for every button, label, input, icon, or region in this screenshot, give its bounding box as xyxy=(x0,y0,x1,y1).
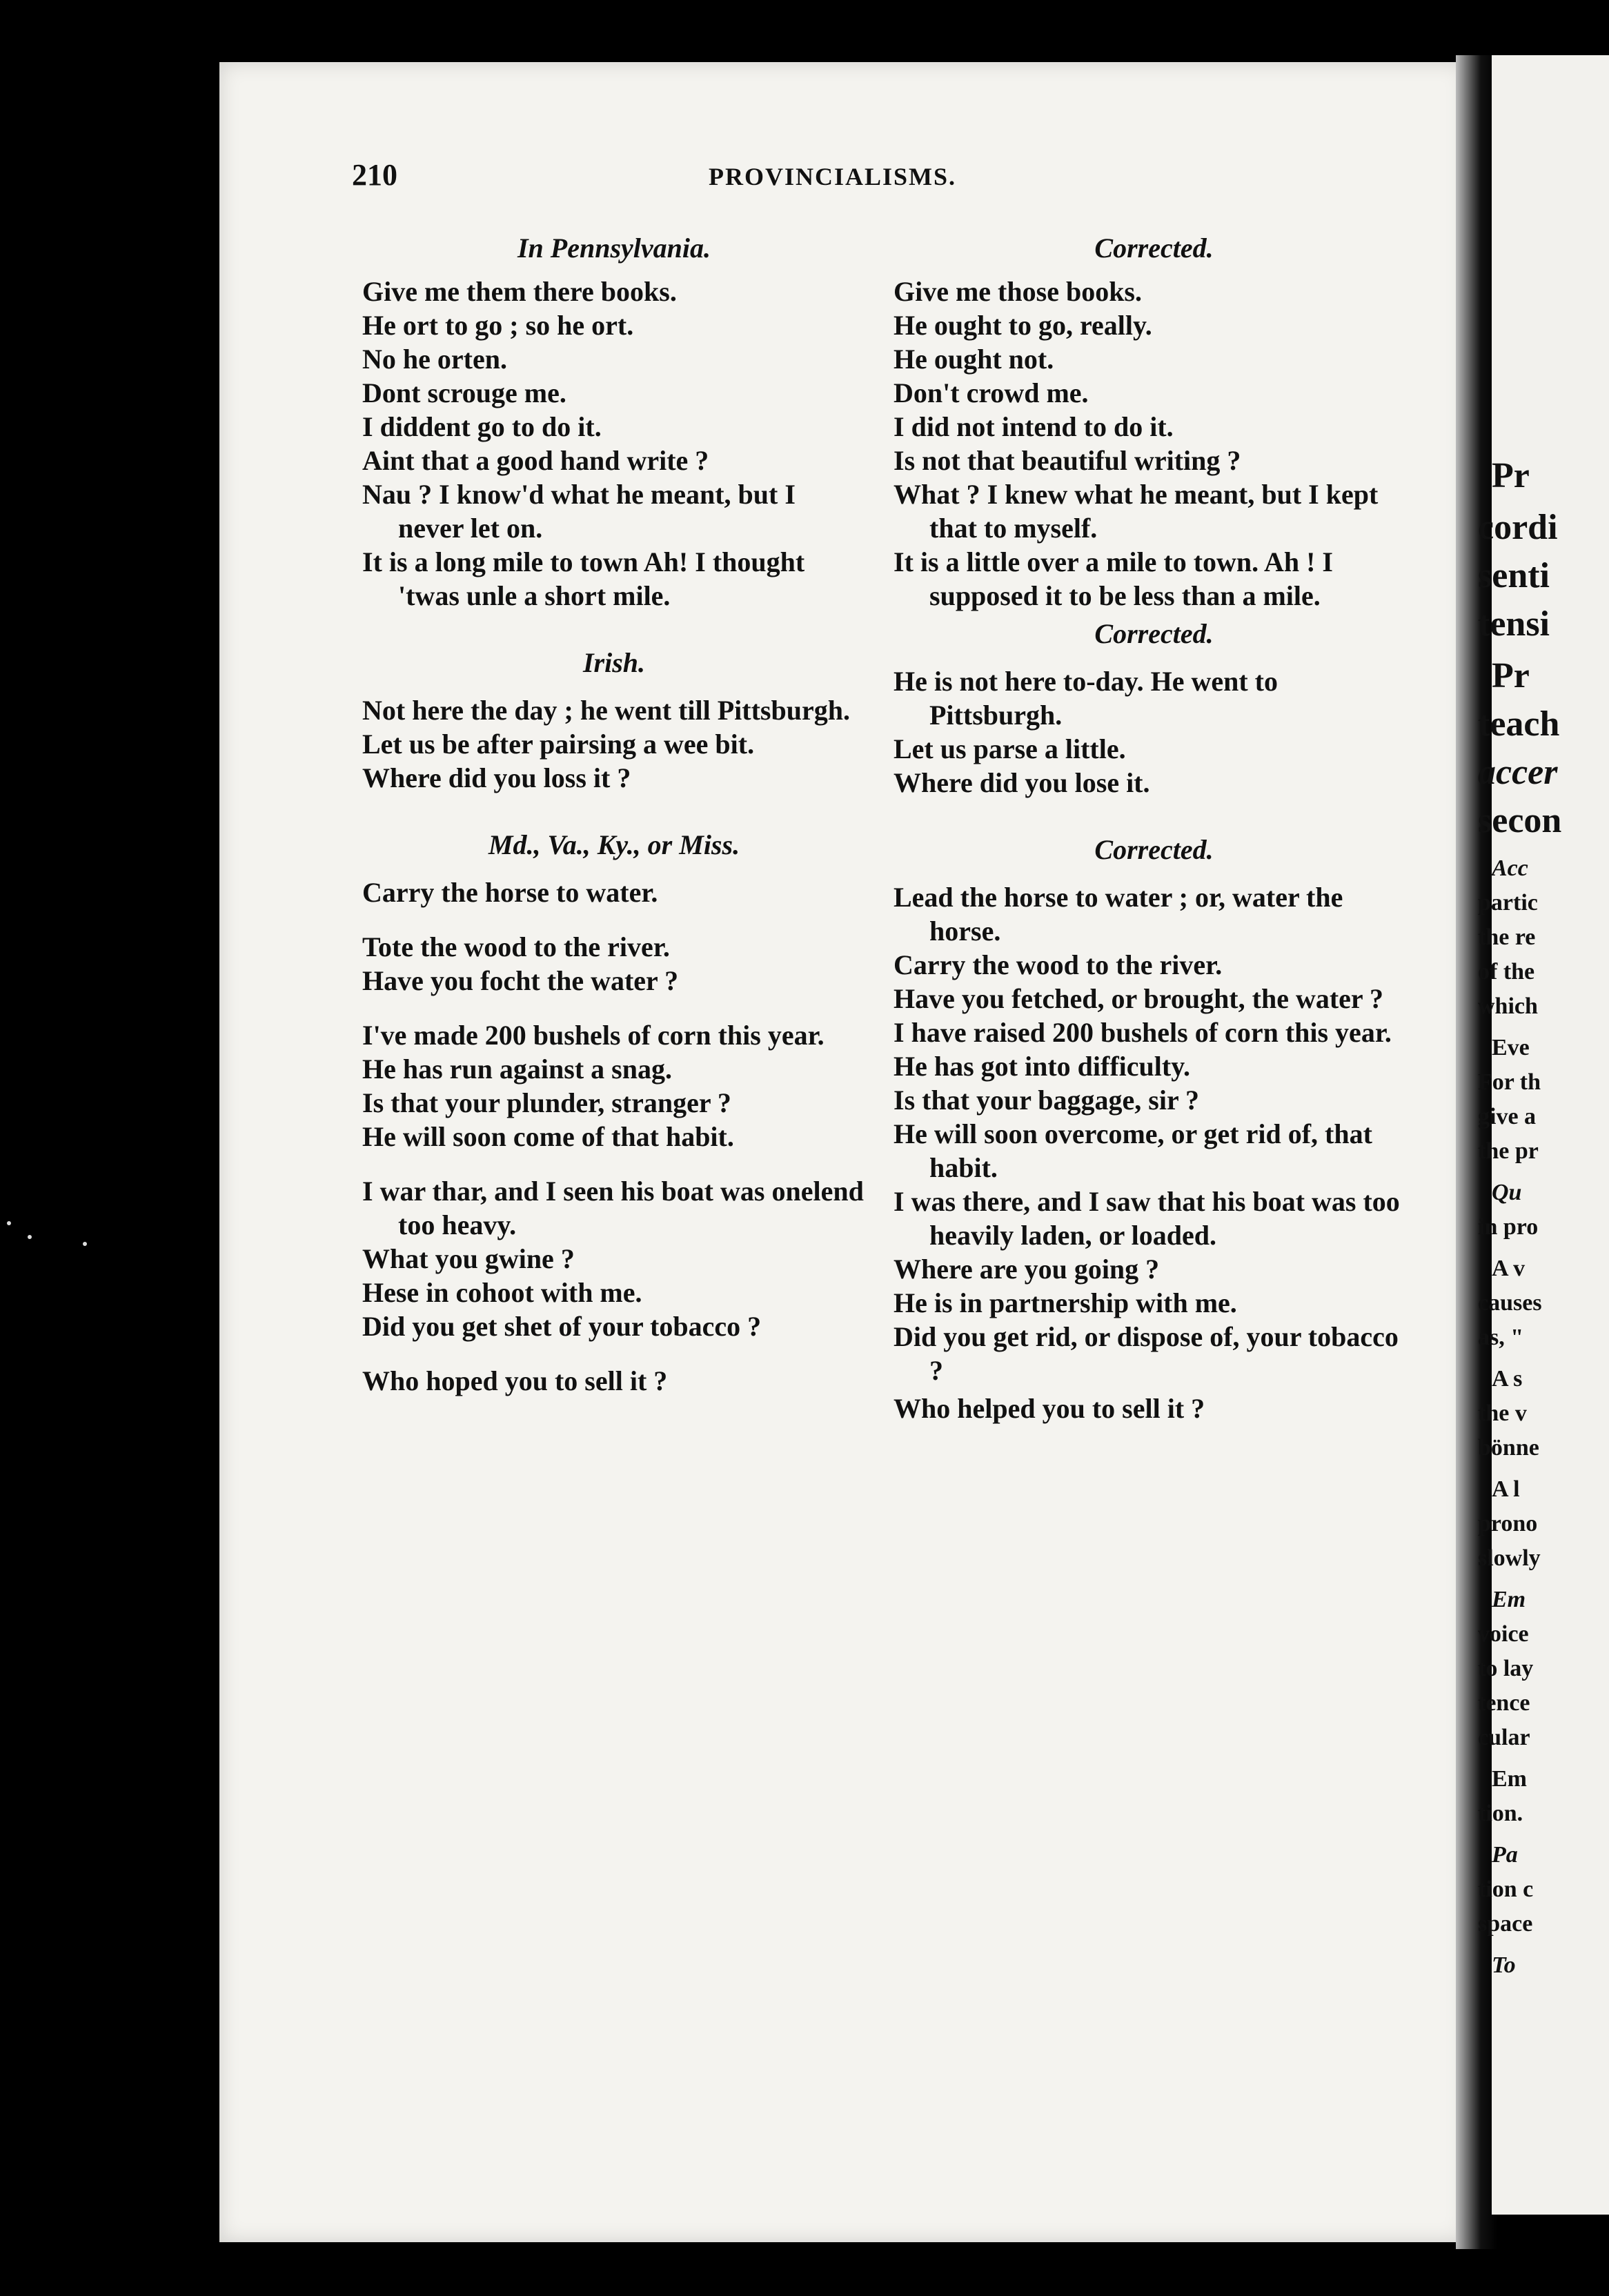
corrected-entry: He has got into difficulty. xyxy=(894,1051,1191,1082)
corrected-entry: Don't crowd me. xyxy=(894,377,1089,408)
facing-page-fragment: bönne xyxy=(1478,1435,1539,1461)
facing-page-fragment: Em xyxy=(1492,1766,1527,1792)
facing-page-fragment: A l xyxy=(1492,1476,1520,1502)
facing-page-fragment: Eve xyxy=(1492,1035,1530,1060)
section-heading: Corrected. xyxy=(1094,834,1214,865)
facing-page-fragment: of the xyxy=(1478,959,1535,984)
section-heading: Md., Va., Ky., or Miss. xyxy=(488,829,740,860)
facing-page-fragment: cular xyxy=(1478,1725,1530,1750)
facing-page-fragment: slowly xyxy=(1478,1545,1541,1571)
facing-page-fragment: Qu xyxy=(1492,1180,1522,1205)
corrected-entry: Give me those books. xyxy=(894,276,1142,307)
facing-page xyxy=(1478,55,1609,2215)
provincial-entry: Is that your plunder, stranger ? xyxy=(362,1087,731,1118)
provincial-entry: Tote the wood to the river. xyxy=(362,931,670,962)
provincial-entry: Have you focht the water ? xyxy=(362,965,679,996)
facing-page-fragment: Em xyxy=(1492,1587,1526,1612)
provincial-entry: No he orten. xyxy=(362,344,507,375)
facing-page-fragment: causes xyxy=(1478,1290,1542,1316)
facing-page-fragment: cordi xyxy=(1478,508,1558,547)
facing-page-fragment: A v xyxy=(1492,1256,1526,1281)
facing-page-fragment: in pro xyxy=(1478,1214,1539,1240)
facing-page-fragment: secon xyxy=(1478,801,1562,840)
provincial-entry: Dont scrouge me. xyxy=(362,377,566,408)
running-title: PROVINCIALISMS. xyxy=(709,163,957,190)
scan-speck xyxy=(28,1235,32,1239)
corrected-entry: I did not intend to do it. xyxy=(894,411,1174,442)
section-heading: Corrected. xyxy=(1094,232,1214,264)
provincial-entry: Aint that a good hand write ? xyxy=(362,445,709,476)
scan-speck xyxy=(83,1242,87,1246)
provincial-entry: He has run against a snag. xyxy=(362,1053,672,1085)
corrected-entry: Lead the horse to water ; or, water the horse. xyxy=(894,882,1343,947)
facing-page-fragment: tion. xyxy=(1478,1801,1523,1826)
corrected-entry: Did you get rid, or dispose of, your tobacco ? xyxy=(894,1321,1399,1386)
provincial-entry: It is a long mile to town Ah! I thought 'twas unle a short mile. xyxy=(362,546,805,611)
facing-page-fragment: the v xyxy=(1478,1401,1527,1426)
facing-page-fragment: tion c xyxy=(1478,1877,1534,1902)
provincial-entry: He ort to go ; so he ort. xyxy=(362,310,634,341)
facing-page-fragment: senti xyxy=(1478,556,1550,595)
facing-page-fragment: tensi xyxy=(1478,604,1550,644)
facing-page-fragment: which xyxy=(1478,993,1538,1019)
corrected-entry: He ought not. xyxy=(894,344,1054,375)
facing-page-fragment: Pa xyxy=(1492,1842,1518,1868)
page-number: 210 xyxy=(352,158,397,192)
provincial-entry: I war thar, and I seen his boat was onelend too heavy. xyxy=(362,1176,864,1240)
facing-page-fragment: the re xyxy=(1478,924,1536,950)
facing-page-fragment: prono xyxy=(1478,1511,1538,1536)
facing-page-fragment: partic xyxy=(1478,890,1538,916)
corrected-entry: Carry the wood to the river. xyxy=(894,949,1223,980)
provincial-entry: Where did you loss it ? xyxy=(362,762,631,793)
corrected-entry: He ought to go, really. xyxy=(894,310,1152,341)
facing-page-fragment: teach xyxy=(1478,704,1560,744)
corrected-entry: Have you fetched, or brought, the water ? xyxy=(894,983,1383,1014)
facing-page-fragment: Acc xyxy=(1492,855,1528,881)
corrected-entry: Let us parse a little. xyxy=(894,733,1126,764)
facing-page-fragment: the pr xyxy=(1478,1138,1539,1164)
provincialisms-column xyxy=(362,231,866,1398)
provincial-entry: Who hoped you to sell it ? xyxy=(362,1365,668,1396)
facing-page-fragment: For th xyxy=(1478,1069,1541,1095)
section-heading: Irish. xyxy=(582,647,646,678)
corrected-entry: He is in partnership with me. xyxy=(894,1287,1237,1318)
facing-page-fragment: space xyxy=(1478,1911,1533,1937)
corrected-entry: Where did you lose it. xyxy=(894,767,1150,798)
running-head xyxy=(352,157,956,192)
scan-speck xyxy=(7,1221,11,1225)
facing-page-fragment: tence xyxy=(1478,1690,1530,1716)
facing-page-fragment: To xyxy=(1492,1952,1516,1978)
corrected-column xyxy=(894,231,1414,1425)
corrected-entry: I was there, and I saw that his boat was too heavily laden, or loaded. xyxy=(894,1186,1400,1251)
provincial-entry: Not here the day ; he went till Pittsburgh. xyxy=(362,695,850,726)
corrected-entry: It is a little over a mile to town. Ah ! I supposed it to be less than a mile. xyxy=(894,546,1333,611)
facing-page-fragment: Pr xyxy=(1492,456,1530,495)
section-heading: Corrected. xyxy=(1094,618,1214,649)
facing-page-fragment: give a xyxy=(1478,1104,1537,1129)
facing-page-fragment: A s xyxy=(1492,1366,1523,1392)
provincial-entry: Give me them there books. xyxy=(362,276,677,307)
corrected-entry: He will soon overcome, or get rid of, that habit. xyxy=(894,1118,1372,1183)
section-heading: In Pennsylvania. xyxy=(517,232,711,264)
corrected-entry: Is that your baggage, sir ? xyxy=(894,1085,1200,1116)
corrected-entry: Where are you going ? xyxy=(894,1254,1160,1285)
facing-page-fragment: as, " xyxy=(1478,1325,1524,1350)
corrected-entry: Who helped you to sell it ? xyxy=(894,1393,1205,1424)
provincial-entry: Nau ? I know'd what he meant, but I never let on. xyxy=(362,479,796,544)
corrected-entry: What ? I knew what he meant, but I kept that to myself. xyxy=(894,479,1379,544)
provincial-entry: I've made 200 bushels of corn this year. xyxy=(362,1020,825,1051)
facing-page-fragment: to lay xyxy=(1478,1656,1534,1681)
provincial-entry: What you gwine ? xyxy=(362,1243,575,1274)
facing-page-fragment: accer xyxy=(1478,753,1558,792)
facing-page-fragment: Pr xyxy=(1492,656,1530,695)
provincial-entry: I diddent go to do it. xyxy=(362,411,602,442)
facing-page-fragment: voice xyxy=(1478,1621,1529,1647)
provincial-entry: Let us be after pairsing a wee bit. xyxy=(362,729,755,760)
provincial-entry: Carry the horse to water. xyxy=(362,877,658,908)
corrected-entry: Is not that beautiful writing ? xyxy=(894,445,1241,476)
corrected-entry: I have raised 200 bushels of corn this year. xyxy=(894,1017,1392,1048)
provincial-entry: He will soon come of that habit. xyxy=(362,1121,734,1152)
provincial-entry: Hese in cohoot with me. xyxy=(362,1277,642,1308)
provincial-entry: Did you get shet of your tobacco ? xyxy=(362,1311,762,1342)
corrected-entry: He is not here to-day. He went to Pittsburgh. xyxy=(894,666,1278,731)
